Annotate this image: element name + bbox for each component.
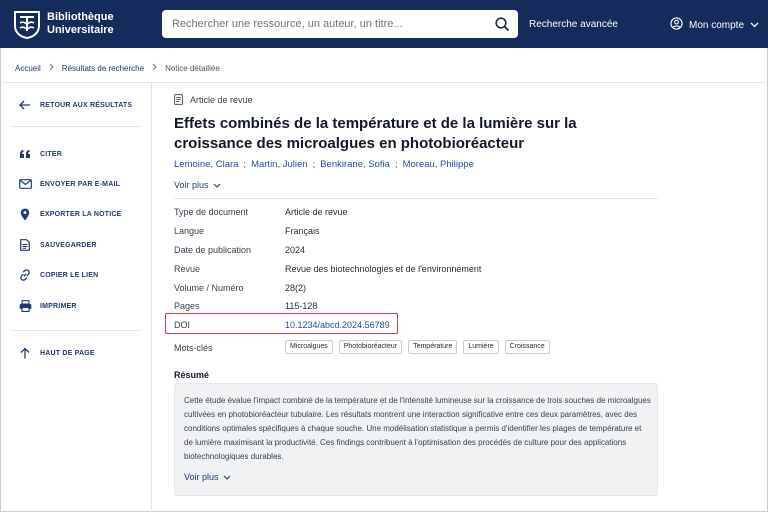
keyword-tag[interactable]: Température [408, 340, 457, 354]
search-icon[interactable] [494, 16, 510, 32]
chevron-right-icon [49, 63, 54, 73]
breadcrumb [15, 62, 220, 74]
arrow-up-icon [18, 346, 32, 360]
abstract-text: Cette étude évalue l'impact combiné de la température et de l'intensité lumineuse sur la croissance de trois souches de microalgues cultivées en photobioréacteur tubulaire. Les résultats montrent une interaction significative entre ces deux paramètres, avec des conditions optimales spécifiques à chaque souche. Une modélisation statistique a permis d'identifier les plages de température et de lumière maximisant la productivité. Ces findings contribuent à l'optimisation des procédés de culture pour des applications biotechnologiques durables. [184, 396, 651, 461]
keyword-tag[interactable]: Photobioréacteur [339, 340, 402, 354]
keyword-tag[interactable]: Microalgues [285, 340, 333, 354]
field-value: 2024 [285, 245, 306, 255]
see-more-label: Voir plus [184, 472, 219, 482]
brand-name[interactable] [47, 11, 114, 37]
back-to-results-button[interactable] [18, 97, 132, 113]
top-header [0, 0, 768, 48]
see-more-authors-button[interactable] [174, 180, 221, 190]
document-type-label: Article de revue [190, 95, 253, 105]
author-link[interactable]: Martin, Julien [251, 159, 308, 170]
quote-icon [18, 147, 32, 161]
field-value: 115-128 [285, 301, 318, 311]
chevron-down-icon [750, 20, 759, 31]
pin-icon [18, 207, 32, 221]
printer-icon [18, 299, 32, 313]
breadcrumb-home[interactable]: Accueil [15, 63, 41, 73]
export-button[interactable] [18, 206, 122, 222]
keywords-list [285, 340, 556, 354]
author-link[interactable]: Lemoine, Clara [174, 159, 239, 170]
search-input[interactable] [172, 10, 472, 38]
back-label: RETOUR AUX RÉSULTATS [40, 101, 133, 109]
logo-icon[interactable] [12, 9, 42, 39]
field-value: Français [285, 226, 320, 236]
print-label: IMPRIMER [40, 302, 77, 310]
arrow-left-icon [18, 98, 32, 112]
back-to-top-button[interactable] [18, 345, 95, 361]
cite-label: CITER [40, 150, 62, 158]
back-to-top-label: HAUT DE PAGE [40, 349, 95, 357]
authors-list [174, 159, 474, 170]
save-label: SAUVEGARDER [40, 241, 97, 249]
search-bar [162, 10, 518, 38]
author-separator: ; [312, 159, 316, 170]
field-label: DOI [174, 320, 191, 330]
abstract-panel [174, 383, 658, 496]
field-label: Revue [174, 264, 201, 274]
breadcrumb-results[interactable]: Résultats de recherche [61, 63, 145, 73]
advanced-search-link[interactable]: Recherche avancée [529, 19, 618, 30]
keywords-label: Mots-clés [174, 343, 213, 353]
sidebar [0, 83, 152, 512]
user-icon [670, 17, 683, 33]
chevron-right-icon [152, 63, 157, 73]
brand-line-1: Bibliothèque [47, 11, 114, 23]
author-separator: ; [243, 159, 247, 170]
abstract-heading: Résumé [174, 370, 210, 380]
author-link[interactable]: Benkirane, Sofia [320, 159, 390, 170]
keyword-tag[interactable]: Croissance [505, 340, 550, 354]
link-icon [18, 268, 32, 282]
cite-button[interactable] [18, 146, 62, 162]
field-value: 28(2) [285, 283, 307, 293]
account-label: Mon compte [689, 19, 745, 31]
account-menu[interactable] [670, 18, 759, 32]
copy-link-label: COPIER LE LIEN [40, 271, 99, 279]
email-button[interactable] [18, 176, 120, 192]
record-title: Effets combinés de la température et de la lumière sur la croissance des microalgues en photobioréacteur [174, 115, 577, 152]
email-label: ENVOYER PAR E-MAIL [40, 180, 121, 188]
export-label: EXPORTER LA NOTICE [40, 210, 122, 218]
field-value: Article de revue [285, 207, 348, 217]
sidebar-divider [10, 126, 142, 127]
chevron-down-icon [219, 472, 231, 482]
field-label: Volume / Numéro [174, 283, 244, 293]
copy-link-button[interactable] [18, 267, 98, 283]
field-label: Langue [174, 226, 205, 236]
document-icon [18, 238, 32, 252]
print-button[interactable] [18, 298, 77, 314]
field-label: Pages [174, 301, 200, 311]
author-separator: ; [394, 159, 398, 170]
save-button[interactable] [18, 237, 97, 253]
author-link[interactable]: Moreau, Philippe [402, 159, 474, 170]
document-type-header [174, 94, 253, 106]
field-value: Revue des biotechnologies et de l'environnement [285, 264, 482, 274]
see-more-abstract-button[interactable] [184, 472, 231, 482]
mail-icon [18, 177, 32, 191]
divider [174, 198, 658, 199]
brand-line-2: Universitaire [47, 24, 114, 36]
breadcrumb-current: Notice détaillée [165, 63, 220, 73]
keyword-tag[interactable]: Lumière [463, 340, 498, 354]
see-more-label: Voir plus [174, 180, 209, 190]
document-icon [174, 94, 183, 107]
sidebar-divider [10, 330, 142, 331]
field-label: Type de document [174, 207, 249, 217]
doi-link[interactable]: 10.1234/abcd.2024.56789 [285, 320, 390, 330]
field-label: Date de publication [174, 245, 252, 255]
chevron-down-icon [209, 180, 221, 190]
